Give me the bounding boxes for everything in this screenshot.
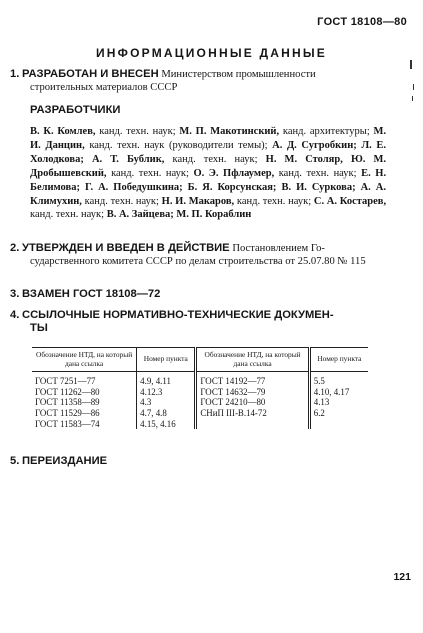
table-row [32,372,368,387]
section-2-text-cont: сударственного комитета СССР по делам строительства от 25.07.80 № 115 [30,256,366,268]
developer-name: М. П. Кораблин [176,209,252,221]
table-cell: 4.15, 4.16 [137,419,196,430]
developer-title: канд. техн. наук; [172,153,258,165]
developer-title: канд. техн. наук; [278,167,357,179]
developer-name: Б. Я. Корсунская; [187,181,277,193]
table-cell [196,419,309,430]
table-cell: 4.12.3 [137,387,196,398]
table-row [32,419,368,430]
section-4 [10,309,388,335]
developers-heading: РАЗРАБОТЧИКИ [30,104,121,116]
table-cell: ГОСТ 11358—89 [35,397,100,408]
developer-title: канд. техн. наук; [30,209,105,221]
references-table [32,347,368,429]
table-cell: 4.3 [137,397,196,408]
section-1-heading: РАЗРАБОТАН И ВНЕСЕН [22,68,159,80]
table-cell: ГОСТ 7251—77 [35,376,96,387]
developer-name: Л. Е. Холодкова; [30,139,387,165]
developer-name: В. К. Комлев, [30,126,96,137]
column-header-clause: Номер пункта [309,348,368,372]
section-5 [10,455,388,468]
table-cell: 6.2 [309,408,368,419]
table-cell [309,419,368,430]
page-number: 121 [393,571,411,583]
developer-title: канд. техн. наук; [236,195,312,207]
scan-mark [412,96,413,101]
section-3-number: 3. [10,288,20,300]
developer-title: канд. техн. наук; [99,126,176,137]
developer-name: М. П. Макотинский, [179,126,280,137]
section-4-heading-cont: ТЫ [30,322,48,335]
table-row [32,387,368,398]
table-cell: ГОСТ 11529—86 [35,407,100,418]
table-cell: 4.10, 4.17 [309,387,368,398]
table-cell: ГОСТ 11262—80 [35,386,100,397]
table-cell: ГОСТ 11583—74 [35,418,100,429]
section-3-heading: ВЗАМЕН ГОСТ 18108—72 [22,288,161,300]
table-cell: 4.9, 4.11 [137,372,196,387]
section-5-number: 5. [10,455,20,467]
section-1-text-cont: строительных материалов СССР [30,82,178,94]
column-header-clause: Номер пункта [137,348,196,372]
table-row [32,408,368,419]
section-3 [10,288,388,301]
section-1-number: 1. [10,68,20,80]
standard-number-header: ГОСТ 18108—80 [317,16,407,28]
developer-name: В. И. Суркова; [281,181,356,193]
developer-title: канд. техн. наук; [111,167,189,179]
developer-name: Н. И. Макаров, [161,195,235,207]
table-cell: 4.7, 4.8 [137,408,196,419]
developer-name: А. Д. Сугробкин; [272,139,357,151]
table-header-row [32,348,368,372]
section-4-number: 4. [10,309,20,321]
section-2-text: Постановлением Го- [232,243,325,254]
developer-name: М. И. Данцин, [30,126,387,151]
column-header-doc: Обозначение НТД, на который дана ссылка [32,348,137,372]
column-header-doc: Обозначение НТД, на который дана ссылка [196,348,309,372]
section-2 [10,242,388,268]
section-2-number: 2. [10,242,20,254]
developer-title: канд. техн. наук (руководители темы); [89,139,268,151]
developer-name: А. Т. Бублик, [91,153,165,165]
developer-name: Е. Н. Белимова; [30,167,387,193]
section-4-heading: ССЫЛОЧНЫЕ НОРМАТИВНО-ТЕХНИЧЕСКИЕ ДОКУМЕН- [22,309,334,321]
developer-title: канд. архитектуры; [282,126,370,137]
table-cell: 5.5 [309,372,368,387]
table-cell: СНиП III-В.14-72 [196,408,309,419]
section-1-text: Министерством промышленности [161,69,316,80]
developer-name: О. Э. Пфлаумер, [193,167,275,179]
section-5-heading: ПЕРЕИЗДАНИЕ [22,455,108,467]
developer-name: Н. М. Столяр, [265,153,343,165]
section-1 [10,68,388,94]
developer-name: Ю. М. Дробышевский, [30,153,387,179]
developer-name: В. А. Зайцева; [106,209,174,221]
scan-mark [413,84,414,90]
developers-list [30,125,386,222]
developer-name: А. А. Климухин, [30,181,387,207]
table-cell: 4.13 [309,397,368,408]
section-2-heading: УТВЕРЖДЕН И ВВЕДЕН В ДЕЙСТВИЕ [22,242,230,254]
developer-name: С. А. Костарев, [313,195,387,207]
table-cell: ГОСТ 24210—80 [196,397,309,408]
table-cell: ГОСТ 14632—79 [196,387,309,398]
developer-title: канд. техн. наук; [84,195,159,207]
table-row [32,397,368,408]
table-cell: ГОСТ 14192—77 [196,372,309,387]
page-title: ИНФОРМАЦИОННЫЕ ДАННЫЕ [95,46,328,60]
developer-name: Г. А. Победушкина; [84,181,183,193]
scan-mark [410,60,412,69]
